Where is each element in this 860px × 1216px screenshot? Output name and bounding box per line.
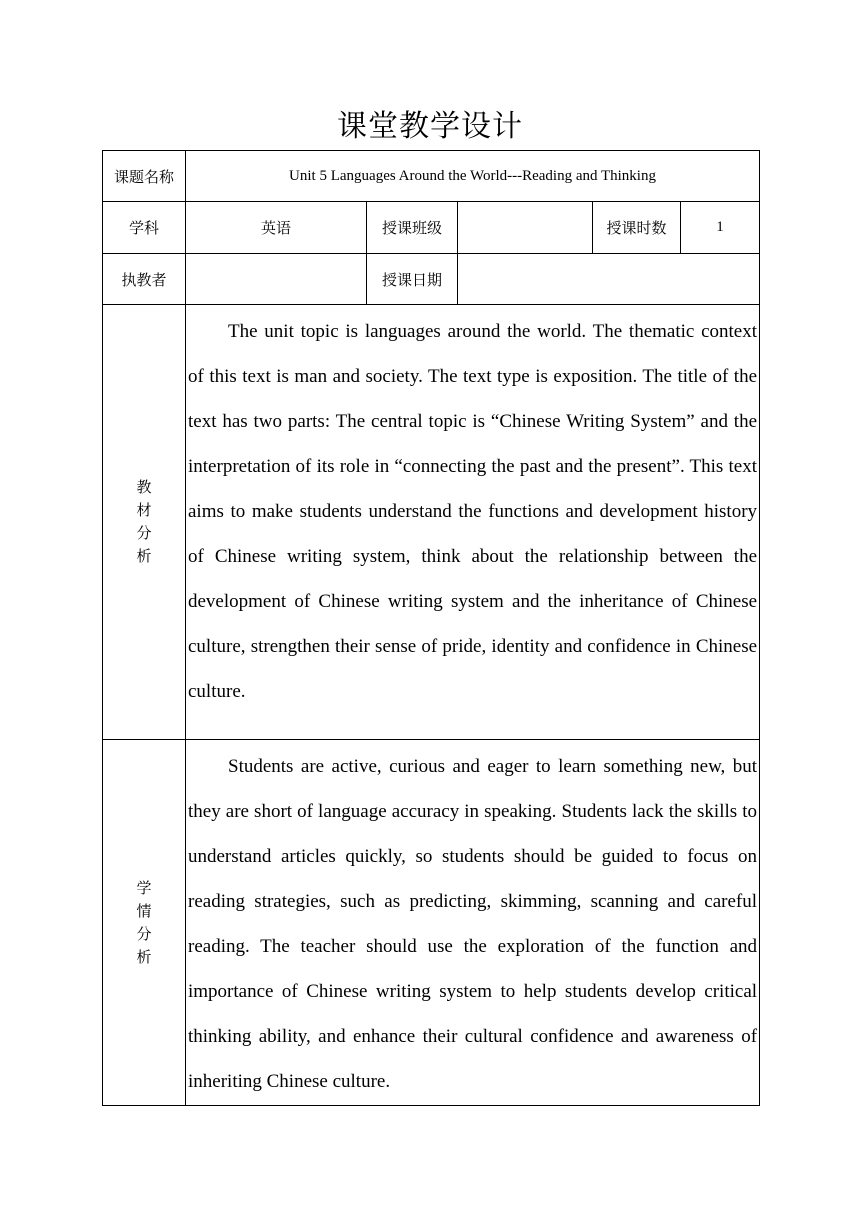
lesson-plan-table [102,150,760,1106]
topic-row [103,151,760,202]
hours-value: 1 [681,202,760,254]
teacher-value [186,254,367,305]
subject-label: 学科 [103,202,186,254]
student-analysis-row [103,740,760,1106]
class-value [458,202,593,254]
topic-label: 课题名称 [103,151,186,202]
student-analysis-label-cell [103,740,186,1106]
teacher-label: 执教者 [103,254,186,305]
topic-value: Unit 5 Languages Around the World---Reading and Thinking [186,151,760,202]
hours-label: 授课时数 [593,202,681,254]
textbook-analysis-text: The unit topic is languages around the world. The thematic context of this text is man and society. The text type is exposition. The title of the text has two parts: The central topic is “Chinese Writing System” and the interpretation of its role in “connecting the past and the present”. This text aims to make students understand the functions and development history of Chinese writing system, think about the relationship between the development of Chinese writing system and the inheritance of Chinese culture, strengthen their sense of pride, identity and confidence in Chinese culture. [188,321,758,702]
student-analysis-cell [186,740,760,1106]
subject-value: 英语 [186,202,367,254]
textbook-analysis-label-cell [103,305,186,740]
textbook-analysis-cell [186,305,760,740]
student-analysis-label: 学情分析 [136,878,152,966]
textbook-analysis-label: 教材分析 [136,478,152,565]
subject-row [103,202,760,254]
textbook-analysis-row [103,305,760,740]
class-label: 授课班级 [367,202,458,254]
teacher-row [103,254,760,305]
date-value [458,254,760,305]
page-title: 课堂教学设计 [337,109,523,144]
student-analysis-text: Students are active, curious and eager to learn something new, but they are short of language accuracy in speaking. Students lack the skills to understand articles quickly, so students should be guided to focus on reading strategies, such as predicting, skimming, scanning and careful reading. The teacher should use the exploration of the function and importance of Chinese writing system to help students develop critical thinking ability, and enhance their cultural confidence and awareness of inheriting Chinese culture. [188,756,758,1092]
date-label: 授课日期 [367,254,458,305]
